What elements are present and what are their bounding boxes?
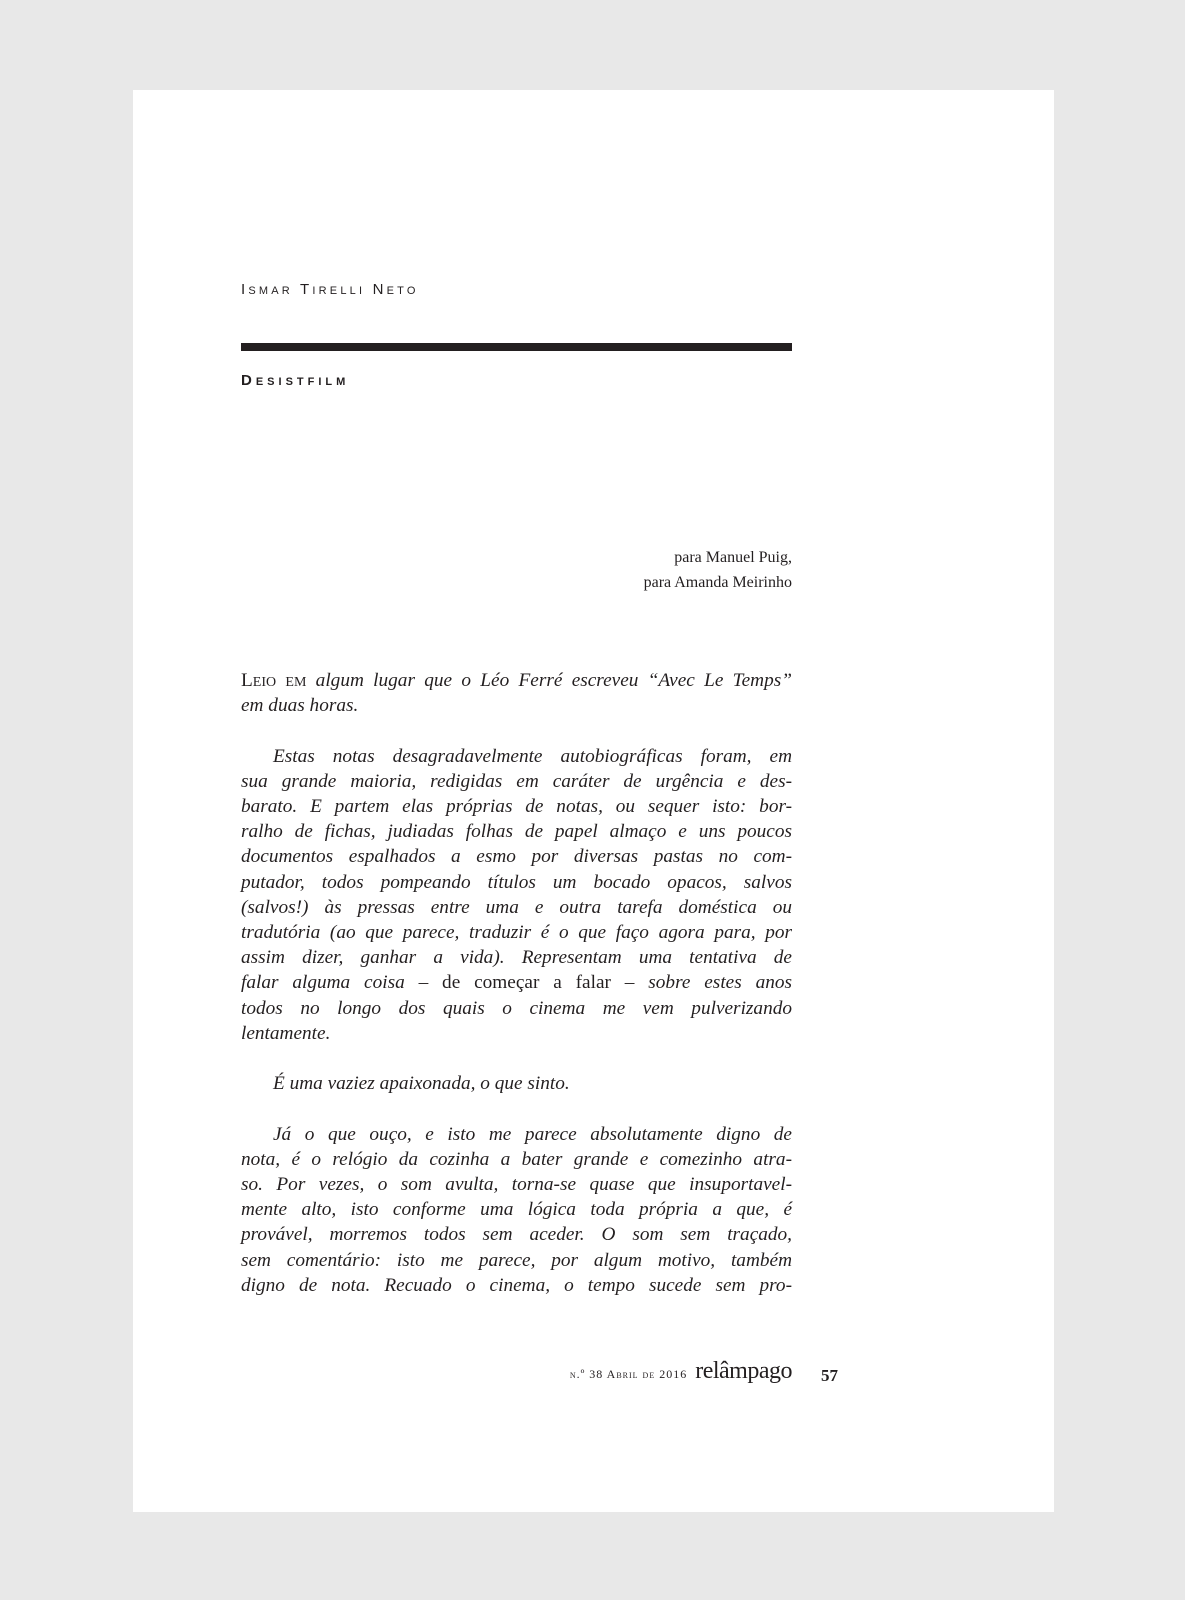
lead-in: Leio em (241, 670, 307, 691)
text-segment: – sobre estes anos (624, 972, 792, 994)
title-rule (241, 343, 792, 351)
text-line: lentamente. (241, 1022, 331, 1044)
magazine-name: relâmpago (695, 1358, 792, 1384)
text-line: digno de nota. Recuado o cinema, o tempo sucede sem pro- (241, 1274, 792, 1296)
text-line: todos no longo dos quais o cinema me vem pulverizando (241, 997, 792, 1019)
paragraph (241, 1122, 792, 1298)
text-line: (salvos!) às pressas entre uma e outra tarefa doméstica ou (241, 896, 792, 918)
text-line: tradutória (ao que parece, traduzir é o que faço agora para, por (241, 922, 792, 944)
author-name: Ismar Tirelli Neto (241, 281, 419, 298)
text-line: mente alto, isto conforme uma lógica toda própria a que, é (241, 1199, 792, 1221)
article-body (241, 668, 792, 1323)
text-line: provável, morremos todos sem aceder. O som sem traçado, (241, 1224, 792, 1246)
dedication-line: para Amanda Meirinho (643, 574, 792, 591)
text-line: Já o que ouço, e isto me parece absolutamente digno de (273, 1123, 792, 1145)
paragraph (241, 668, 792, 718)
dedication (644, 545, 792, 595)
page-footer (241, 1358, 792, 1385)
text-line: nota, é o relógio da cozinha a bater grande e comezinho atra- (241, 1148, 792, 1170)
text-line: Estas notas desagradavelmente autobiográficas foram, em (273, 745, 792, 767)
page-number: 57 (821, 1366, 838, 1385)
text-line (241, 970, 792, 995)
article-title: Desistfilm (241, 372, 350, 389)
document-page (133, 90, 1054, 1512)
text-segment: algum lugar que o Léo Ferré escreveu “Avec Le Temps” (306, 670, 792, 691)
text-line: sua grande maioria, redigidas em caráter de urgência e des- (241, 770, 792, 792)
text-line: barato. E partem elas próprias de notas, ou sequer isto: bor- (241, 796, 792, 817)
text-segment: falar alguma coisa – (241, 972, 429, 994)
text-line: em duas horas. (241, 695, 359, 717)
text-line: É uma vaziez apaixonada, o que sinto. (273, 1073, 570, 1095)
text-line: assim dizer, ganhar a vida). Representam uma tentativa de (241, 947, 792, 969)
text-segment-roman: de começar a falar (428, 972, 625, 994)
text-line: putador, todos pompeando títulos um bocado opacos, salvos (241, 871, 792, 893)
text-line: so. Por vezes, o som avulta, torna-se quase que insuportavel- (241, 1174, 792, 1196)
issue-info: n.º 38 Abril de 2016 (569, 1367, 688, 1381)
text-line: documentos espalhados a esmo por diversas pastas no com- (241, 846, 792, 868)
text-line (241, 668, 792, 693)
text-line: sem comentário: isto me parece, por algum motivo, também (241, 1249, 792, 1271)
paragraph (241, 1071, 792, 1096)
paragraph (241, 744, 792, 1046)
text-line: ralho de fichas, judiadas folhas de papel almaço e uns poucos (241, 821, 792, 843)
dedication-line: para Manuel Puig, (674, 549, 792, 566)
